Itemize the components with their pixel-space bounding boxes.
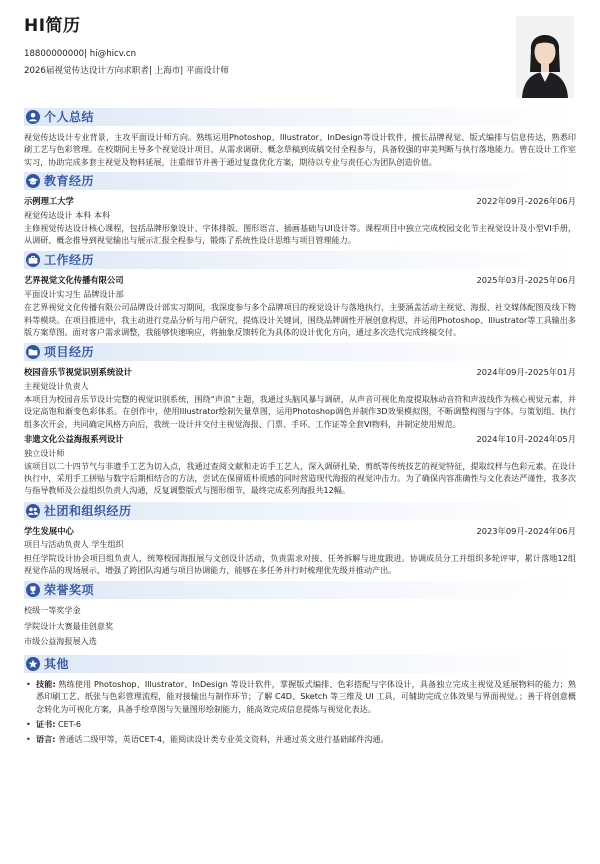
project-entry: [24, 366, 576, 430]
trophy-icon: [26, 583, 40, 597]
summary-section: [24, 106, 576, 168]
others-section: [24, 653, 576, 745]
others-section-header: [24, 653, 576, 675]
education-description: 主修视觉传达设计核心课程，包括品牌形象设计、字体排版、图形语言、插画基础与UI设计等。课程项目中独立完成校园文化节主视觉设计及小型VI手册，从调研、概念推导到视觉输出与展示汇报全程参与，锻炼了系统性设计思维与项目管理能力。: [24, 222, 576, 246]
section-header-band: [24, 581, 576, 599]
skills-label: 技能:: [36, 679, 56, 690]
certificate-text: CET-6: [58, 719, 82, 730]
campus-section-title: 社团和组织经历: [44, 503, 132, 518]
others-list: [24, 678, 576, 745]
education-section: [24, 170, 576, 247]
briefcase-icon: [26, 253, 40, 267]
candidate-name: HI简历: [24, 16, 81, 36]
certificate-item: [24, 718, 576, 730]
project-role: 独立设计师: [24, 447, 65, 458]
project-description: 本项目为校园音乐节设计完整的视觉识别系统，围绕“声浪”主题，我通过头脑风暴与调研，从声音可视化角度提取脉动音符和声波线作为核心视觉元素，并设定高饱和渐变色彩体系。在创作中，使用Illustrator绘制矢量草图，运用Photoshop调色并制作3D效果模拟图，不断调整构图与字体。与策划组、执行组多次开会，共同确定风格方向后，我统一设计并交付主视觉海报、门票、手环、工作证等全套VI物料，并制定使用规范。: [24, 394, 576, 429]
user-icon: [26, 110, 40, 124]
summary-section-header: [24, 106, 576, 128]
profile-photo-illustration: [516, 16, 574, 98]
people-icon: [26, 504, 40, 518]
star-icon: [26, 657, 40, 671]
campus-entry: [24, 525, 576, 577]
campus-section-header: [24, 500, 576, 522]
project-date: 2024年10月-2024年05月: [476, 433, 576, 444]
section-header-band: [24, 251, 576, 269]
campus-date: 2023年09月-2024年06月: [476, 525, 576, 536]
project-name: 校园音乐节视觉识别系统设计: [24, 367, 132, 378]
school-name: 示例理工大学: [24, 195, 74, 206]
work-section-header: [24, 249, 576, 271]
education-section-title: 教育经历: [44, 173, 95, 188]
campus-section: [24, 500, 576, 577]
work-entry: [24, 274, 576, 338]
campus-description: 担任学院设计协会项目组负责人，统筹校园海报展与文创设计活动，负责需求对接、任务拆解与进度跟进。协调成员分工并组织多轮评审，累计落地12组视觉作品的现场展示，增强了跨团队沟通与项目协调能力，能够在多任务并行时梳理优先级并推动产出。: [24, 552, 576, 575]
project-name: 非遗文化公益海报系列设计: [24, 433, 124, 444]
language-item: [24, 733, 576, 745]
contact-info: 18800000000| hi@hicv.cn: [24, 49, 137, 60]
award-item: 学院设计大赛最佳创意奖: [24, 620, 114, 631]
summary-text: 视觉传达设计专业背景，主攻平面设计师方向。熟练运用Photoshop、Illustrator、InDesign等设计软件，擅长品牌视觉、版式编排与信息传达，熟悉印刷工艺与色彩管理。在校期间主导多个视觉设计项目，从需求调研、概念草稿到成稿交付全程参与，具备较强的审美判断与执行落地能力。曾在设计工作室实习，协助完成多套主视觉及物料延展，注重细节并善于通过复盘优化方案，期待以专业与责任心为团队创造价值。: [24, 132, 576, 167]
others-section-title: 其他: [44, 657, 70, 672]
awards-section-header: [24, 579, 576, 601]
projects-section-title: 项目经历: [44, 345, 95, 360]
project-entry: [24, 433, 576, 497]
work-position: 平面设计实习生 品牌设计部: [24, 289, 124, 299]
project-date: 2024年09月-2025年01月: [476, 367, 576, 378]
company-name: 艺界视觉文化传播有限公司: [24, 275, 124, 286]
projects-section-header: [24, 341, 576, 363]
awards-section-title: 荣誉奖项: [44, 583, 95, 598]
summary-section-title: 个人总结: [44, 110, 95, 124]
education-section-header: [24, 170, 576, 192]
education-date: 2022年09月-2026年06月: [476, 195, 576, 206]
graduation-cap-icon: [26, 174, 40, 188]
projects-section: [24, 341, 576, 497]
section-header-band: [24, 343, 576, 361]
awards-section: [24, 579, 576, 647]
section-header-band: [24, 172, 576, 190]
section-header-band: [24, 655, 576, 673]
skills-text: 熟练使用 Photoshop、Illustrator、InDesign 等设计软件，掌握版式编排、色彩搭配与字体设计，具备独立完成主视觉及延展物料的能力；熟悉印刷工艺、纸张与色彩管理流程，能对接输出与制作环节；了解 C4D、Sketch 等三维及 UI 工具，可辅助完成立体效果与界面视觉。；善于将创意概念转化为可视化方案，具备手绘草图与矢量图形绘制能力，能高效完成信息提炼与视觉化表达。: [36, 679, 577, 714]
work-section-title: 工作经历: [44, 253, 95, 268]
work-date: 2025年03月-2025年06月: [476, 275, 576, 286]
project-role: 主视觉设计负责人: [24, 380, 89, 391]
certificate-label: 证书:: [36, 719, 56, 730]
campus-role: 项目与活动负责人 学生组织: [24, 539, 124, 550]
award-item: 市级公益海报展入选: [24, 635, 97, 646]
language-text: 普通话二级甲等，英语CET-4，能阅读设计类专业英文资料，并通过英文进行基础邮件沟通。: [58, 734, 389, 745]
award-item: 校级一等奖学金: [24, 605, 81, 616]
work-description: 在艺界视觉文化传播有限公司品牌设计部实习期间，我深度参与多个品牌项目的视觉设计与落地执行，主要涵盖活动主视觉、海报、社交媒体配图及线下物料等模块。在项目推进中，我主动进行竞品分析与用户研究，提炼设计关键词，围绕品牌调性开展创意构思，并运用Photoshop、Illustrator等工具输出多版方案草图。面对客户需求调整，我能够快速响应，将抽象反馈转化为具体的设计优化方向，通过多次迭代完成终稿交付。: [24, 302, 576, 337]
organization-name: 学生发展中心: [24, 525, 74, 536]
skills-item: [24, 678, 576, 715]
resume-header: [24, 16, 576, 104]
section-header-band: [24, 108, 576, 126]
education-entry: [24, 195, 576, 247]
folder-icon: [26, 345, 40, 359]
education-major: 视觉传达设计 本科 本科: [24, 209, 111, 220]
job-target: 2026届视觉传达设计方向求职者| 上海市| 平面设计师: [24, 66, 230, 77]
project-description: 该项目以二十四节气与非遗手工艺为切入点，我通过查阅文献和走访手工艺人，深入调研扎染、剪纸等传统技艺的视觉特征，提取纹样与色彩元素。在设计执行中，采用手工拼贴与数字后期相结合的方法，尝试在保留质朴质感的同时营造现代海报的视觉冲击力。为了确保内容准确性与文化表达严谨性，我多次与指导教师及公益组织负责人沟通，反复调整版式与图形细节，最终完成系列海报共12幅。: [24, 460, 576, 496]
profile-photo: [516, 16, 574, 98]
language-label: 语言:: [36, 734, 56, 745]
work-section: [24, 249, 576, 338]
